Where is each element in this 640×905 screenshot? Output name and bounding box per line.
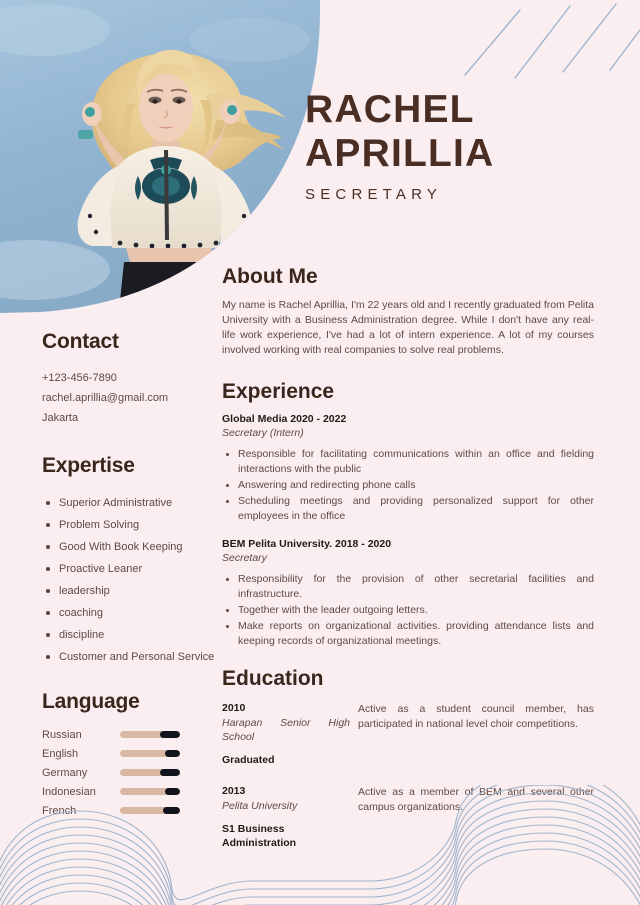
list-item: Scheduling meetings and providing personalized support for other employees in the office [222, 494, 594, 524]
list-item: Good With Book Keeping [42, 536, 222, 558]
contact-heading: Contact [42, 330, 119, 353]
expertise-heading: Expertise [42, 454, 135, 477]
main-content [222, 265, 594, 854]
language-level-fill [163, 807, 180, 814]
list-item: discipline [42, 624, 222, 646]
list-item: coaching [42, 602, 222, 624]
name-last: APRILLIA [305, 132, 495, 175]
education-school: Harapan Senior High School [222, 717, 350, 743]
spacer [222, 771, 594, 785]
job-subtitle: Secretary [222, 552, 267, 564]
education-status: S1 Business Administration [222, 823, 297, 849]
contact-location: Jakarta [42, 412, 79, 424]
job-role: SECRETARY [305, 186, 443, 203]
list-item [42, 782, 222, 801]
education-entry-left [222, 785, 358, 850]
education-description: Active as a student council member, has participated in national level choir competitions. [358, 703, 594, 730]
list-item: Proactive Leaner [42, 558, 222, 580]
sidebar [42, 330, 222, 820]
language-level-bar [120, 769, 180, 776]
list-item: leadership [42, 580, 222, 602]
expertise-list [42, 492, 222, 668]
spacer [222, 525, 594, 538]
contact-phone: +123-456-7890 [42, 372, 117, 384]
language-level-fill [160, 769, 180, 776]
name-first: RACHEL [305, 88, 475, 131]
language-label: French [42, 804, 77, 817]
list-item: Make reports on organizational activities. providing attendance lists and keeping records of organizational meetings. [222, 619, 594, 649]
job-bullet-list [222, 447, 594, 524]
experience-heading: Experience [222, 380, 335, 403]
education-description: Active as a member of BEM and several other campus organizations. [358, 786, 594, 813]
list-item: Answering and redirecting phone calls [222, 478, 594, 493]
list-item: Superior Administrative [42, 492, 222, 514]
language-level-bar [120, 807, 180, 814]
contact-list [42, 368, 222, 428]
education-entry-right [358, 702, 594, 767]
education-entry-right [358, 785, 594, 850]
education-entry [222, 785, 594, 850]
list-item: Responsibility for the provision of other secretarial facilities and infrastructure. [222, 572, 594, 602]
header [305, 88, 625, 203]
list-item: Problem Solving [42, 514, 222, 536]
language-level-fill [165, 750, 180, 757]
job-bullet-list [222, 572, 594, 649]
education-year: 2013 [222, 785, 246, 797]
list-item: Responsible for facilitating communications within an office and fielding interactions with the public [222, 447, 594, 477]
language-level-bar [120, 788, 180, 795]
education-school: Pelita University [222, 800, 298, 812]
language-level-fill [165, 788, 180, 795]
experience-entry [222, 413, 594, 524]
education-entry-left [222, 702, 358, 767]
language-level-bar [120, 731, 180, 738]
education-year: 2010 [222, 702, 246, 714]
about-text: My name is Rachel Aprillia, I'm 22 years old and I recently graduated from Pelita University with a Business Administration degree. While I don't have any real-life work experience, I've had a lot of intern experience. A lot of my courses involved working with real companies to solve real problems. [222, 299, 595, 356]
education-entry [222, 702, 594, 767]
list-item [42, 725, 222, 744]
language-label: English [42, 747, 79, 760]
job-title: BEM Pelita University. 2018 - 2020 [222, 538, 392, 550]
language-level-bar [120, 750, 180, 757]
language-label: Russian [42, 728, 82, 741]
language-list [42, 725, 222, 820]
language-heading: Language [42, 690, 140, 713]
language-label: Indonesian [42, 785, 96, 798]
job-title: Global Media 2020 - 2022 [222, 413, 347, 425]
list-item [42, 801, 222, 820]
list-item [42, 763, 222, 782]
language-level-fill [160, 731, 180, 738]
contact-email: rachel.aprillia@gmail.com [42, 392, 169, 404]
education-status: Graduated [222, 754, 275, 766]
list-item: Customer and Personal Service [42, 646, 222, 668]
education-heading: Education [222, 667, 324, 690]
experience-entry [222, 538, 594, 649]
about-heading: About Me [222, 265, 318, 288]
job-subtitle: Secretary (Intern) [222, 427, 304, 439]
list-item: Together with the leader outgoing letters. [222, 603, 594, 618]
language-label: Germany [42, 766, 88, 779]
list-item [42, 744, 222, 763]
